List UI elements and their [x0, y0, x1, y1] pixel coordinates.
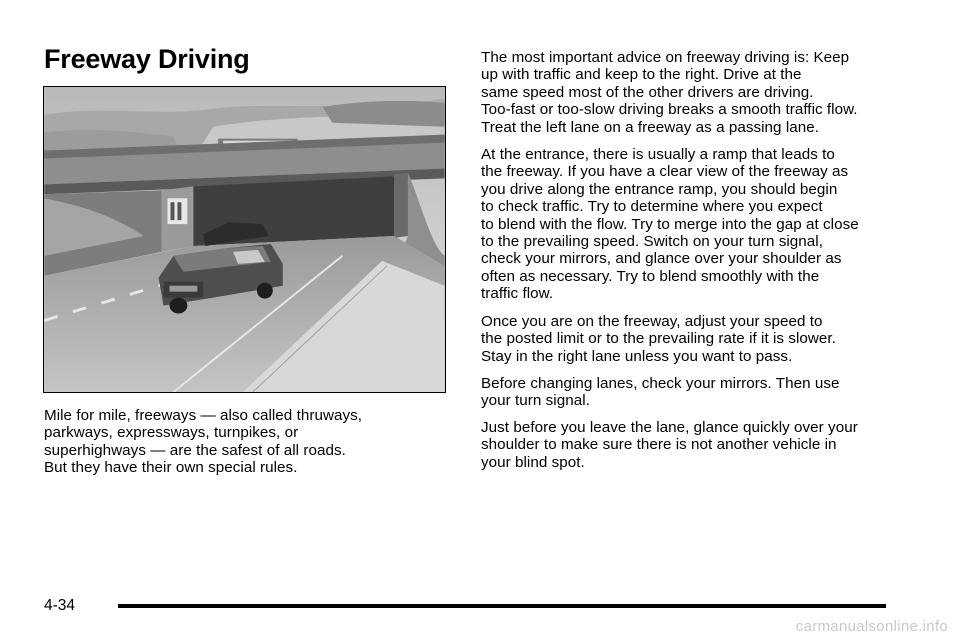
text-line: to blend with the flow. Try to merge into the gap at close: [481, 215, 859, 233]
text-line: Once you are on the freeway, adjust your speed to: [481, 313, 823, 330]
text-line: Just before you leave the lane, glance quickly over your: [481, 419, 858, 436]
footer-rule: [118, 604, 886, 608]
text-line: shoulder to make sure there is not another vehicle in: [481, 436, 837, 454]
text-line: At the entrance, there is usually a ramp that leads to: [481, 146, 835, 163]
text-line: Stay in the right lane unless you want to pass.: [481, 347, 793, 365]
paragraph-on-freeway: [481, 313, 836, 365]
text-line: the freeway. If you have a clear view of the freeway as: [481, 163, 849, 181]
text-line: The most important advice on freeway driving is: Keep: [481, 49, 850, 66]
text-line: But they have their own special rules.: [44, 459, 298, 477]
text-line: superhighways — are the safest of all roads.: [44, 441, 346, 459]
text-line: parkways, expressways, turnpikes, or: [44, 424, 299, 442]
text-line: Too-fast or too-slow driving breaks a smooth traffic flow.: [481, 101, 858, 119]
paragraph-blind-spot: [481, 419, 858, 471]
text-line: to the prevailing speed. Switch on your turn signal,: [481, 233, 823, 251]
text-line: Before changing lanes, check your mirrors. Then use: [481, 375, 840, 392]
text-line: check your mirrors, and glance over your shoulder as: [481, 250, 842, 268]
text-line: to check traffic. Try to determine where you expect: [481, 198, 823, 216]
watermark-text: carmanualsonline.info: [795, 618, 948, 635]
text-line: you drive along the entrance ramp, you should begin: [481, 180, 838, 198]
text-line: your turn signal.: [481, 392, 590, 410]
text-line: Mile for mile, freeways — also called thruways,: [44, 407, 363, 424]
text-line: your blind spot.: [481, 453, 585, 471]
freeway-overpass-icon: [44, 87, 445, 392]
paragraph-changing-lanes: [481, 375, 840, 410]
paragraph-freeway-advice: [481, 49, 858, 136]
text-line: often as necessary. Try to blend smoothly with the: [481, 267, 820, 285]
page-title: Freeway Driving: [44, 44, 250, 74]
text-line: Treat the left lane on a freeway as a passing lane.: [481, 118, 820, 136]
paragraph-entrance-ramp: [481, 146, 859, 303]
text-line: up with traffic and keep to the right. Drive at the: [481, 66, 802, 84]
intro-paragraph: [44, 407, 449, 477]
page-number: 4-34: [44, 597, 76, 614]
text-line: traffic flow.: [481, 285, 554, 303]
freeway-illustration: [43, 86, 446, 393]
text-line: same speed most of the other drivers are driving.: [481, 83, 814, 101]
text-line: the posted limit or to the prevailing rate if it is slower.: [481, 330, 836, 348]
